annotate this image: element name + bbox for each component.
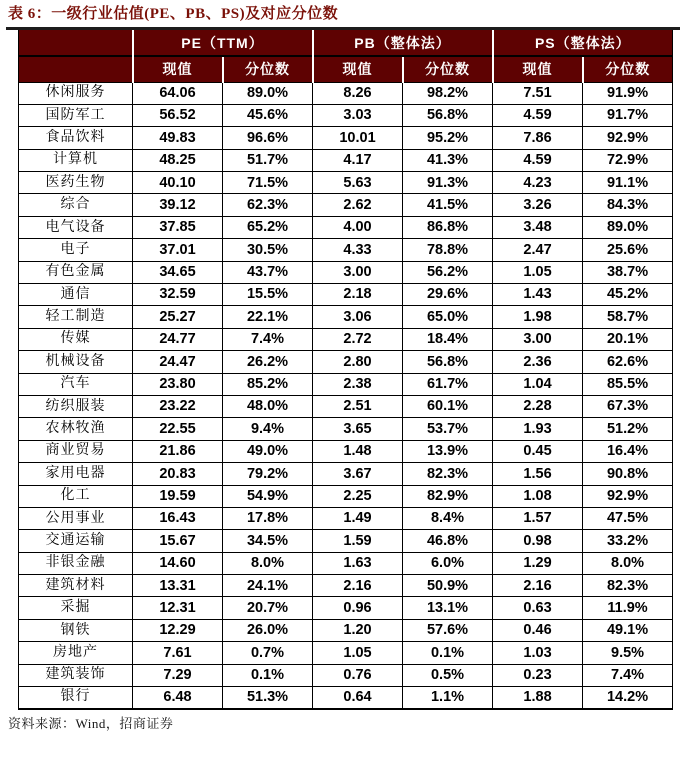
value-cell: 56.8% [403, 351, 493, 373]
value-cell: 19.59 [133, 485, 223, 507]
value-cell: 65.2% [223, 216, 313, 238]
value-cell: 85.5% [583, 373, 673, 395]
industry-cell: 轻工制造 [19, 306, 133, 328]
value-cell: 58.7% [583, 306, 673, 328]
value-cell: 65.0% [403, 306, 493, 328]
table-row [19, 642, 673, 664]
industry-cell: 纺织服装 [19, 395, 133, 417]
value-cell: 14.2% [583, 687, 673, 709]
industry-cell: 通信 [19, 284, 133, 306]
value-cell: 8.4% [403, 507, 493, 529]
value-cell: 96.6% [223, 127, 313, 149]
value-cell: 16.4% [583, 440, 673, 462]
value-cell: 51.2% [583, 418, 673, 440]
value-cell: 49.1% [583, 619, 673, 641]
value-cell: 2.47 [493, 239, 583, 261]
value-cell: 5.63 [313, 172, 403, 194]
value-cell: 61.7% [403, 373, 493, 395]
industry-cell: 食品饮料 [19, 127, 133, 149]
value-cell: 91.9% [583, 82, 673, 104]
subheader-pe-percentile: 分位数 [223, 56, 313, 82]
value-cell: 24.1% [223, 575, 313, 597]
value-cell: 6.0% [403, 552, 493, 574]
value-cell: 20.7% [223, 597, 313, 619]
value-cell: 0.7% [223, 642, 313, 664]
value-cell: 2.18 [313, 284, 403, 306]
value-cell: 3.65 [313, 418, 403, 440]
value-cell: 1.98 [493, 306, 583, 328]
value-cell: 9.5% [583, 642, 673, 664]
value-cell: 45.6% [223, 104, 313, 126]
value-cell: 3.06 [313, 306, 403, 328]
value-cell: 24.77 [133, 328, 223, 350]
table-row [19, 284, 673, 306]
industry-cell: 交通运输 [19, 530, 133, 552]
value-cell: 1.05 [313, 642, 403, 664]
value-cell: 30.5% [223, 239, 313, 261]
table-row [19, 373, 673, 395]
value-cell: 41.5% [403, 194, 493, 216]
industry-cell: 电子 [19, 239, 133, 261]
value-cell: 92.9% [583, 485, 673, 507]
value-cell: 34.65 [133, 261, 223, 283]
industry-cell: 传媒 [19, 328, 133, 350]
industry-cell: 国防军工 [19, 104, 133, 126]
value-cell: 49.83 [133, 127, 223, 149]
value-cell: 22.1% [223, 306, 313, 328]
table-row [19, 351, 673, 373]
value-cell: 12.31 [133, 597, 223, 619]
subheader-pb-percentile: 分位数 [403, 56, 493, 82]
value-cell: 1.63 [313, 552, 403, 574]
industry-cell: 钢铁 [19, 619, 133, 641]
value-cell: 2.51 [313, 395, 403, 417]
value-cell: 4.59 [493, 149, 583, 171]
subheader-pe-current: 现值 [133, 56, 223, 82]
value-cell: 3.00 [313, 261, 403, 283]
value-cell: 3.03 [313, 104, 403, 126]
value-cell: 15.5% [223, 284, 313, 306]
industry-cell: 家用电器 [19, 463, 133, 485]
value-cell: 0.5% [403, 664, 493, 686]
table-row [19, 82, 673, 104]
value-cell: 1.48 [313, 440, 403, 462]
value-cell: 12.29 [133, 619, 223, 641]
value-cell: 72.9% [583, 149, 673, 171]
value-cell: 79.2% [223, 463, 313, 485]
value-cell: 1.57 [493, 507, 583, 529]
value-cell: 43.7% [223, 261, 313, 283]
value-cell: 37.85 [133, 216, 223, 238]
value-cell: 4.17 [313, 149, 403, 171]
value-cell: 82.3% [403, 463, 493, 485]
value-cell: 1.1% [403, 687, 493, 709]
value-cell: 34.5% [223, 530, 313, 552]
value-cell: 60.1% [403, 395, 493, 417]
value-cell: 8.26 [313, 82, 403, 104]
table-title: 表 6：一级行业估值(PE、PB、PS)及对应分位数 [8, 6, 339, 22]
table-row [19, 104, 673, 126]
industry-cell: 汽车 [19, 373, 133, 395]
value-cell: 45.2% [583, 284, 673, 306]
value-cell: 98.2% [403, 82, 493, 104]
value-cell: 1.56 [493, 463, 583, 485]
value-cell: 82.3% [583, 575, 673, 597]
value-cell: 21.86 [133, 440, 223, 462]
value-cell: 2.28 [493, 395, 583, 417]
value-cell: 91.1% [583, 172, 673, 194]
value-cell: 14.60 [133, 552, 223, 574]
table-body [19, 82, 673, 709]
value-cell: 1.88 [493, 687, 583, 709]
value-cell: 51.7% [223, 149, 313, 171]
value-cell: 47.5% [583, 507, 673, 529]
table-row [19, 552, 673, 574]
value-cell: 32.59 [133, 284, 223, 306]
value-cell: 2.16 [493, 575, 583, 597]
value-cell: 8.0% [223, 552, 313, 574]
value-cell: 1.08 [493, 485, 583, 507]
value-cell: 38.7% [583, 261, 673, 283]
industry-cell: 公用事业 [19, 507, 133, 529]
value-cell: 0.64 [313, 687, 403, 709]
industry-cell: 农林牧渔 [19, 418, 133, 440]
value-cell: 0.1% [403, 642, 493, 664]
value-cell: 10.01 [313, 127, 403, 149]
value-cell: 40.10 [133, 172, 223, 194]
value-cell: 48.25 [133, 149, 223, 171]
value-cell: 1.59 [313, 530, 403, 552]
table-row [19, 530, 673, 552]
industry-cell: 机械设备 [19, 351, 133, 373]
source-note: 资料来源：Wind，招商证券 [8, 715, 174, 731]
value-cell: 26.2% [223, 351, 313, 373]
value-cell: 91.7% [583, 104, 673, 126]
header-group-row [19, 30, 673, 56]
value-cell: 56.52 [133, 104, 223, 126]
table-header [19, 30, 673, 82]
value-cell: 85.2% [223, 373, 313, 395]
column-group-ps: PS（整体法） [493, 30, 673, 56]
industry-cell: 化工 [19, 485, 133, 507]
value-cell: 17.8% [223, 507, 313, 529]
header-sub-row [19, 56, 673, 82]
value-cell: 89.0% [223, 82, 313, 104]
value-cell: 51.3% [223, 687, 313, 709]
value-cell: 1.49 [313, 507, 403, 529]
value-cell: 25.27 [133, 306, 223, 328]
value-cell: 91.3% [403, 172, 493, 194]
industry-cell: 综合 [19, 194, 133, 216]
table-row [19, 485, 673, 507]
value-cell: 13.31 [133, 575, 223, 597]
corner-cell [19, 56, 133, 82]
value-cell: 11.9% [583, 597, 673, 619]
value-cell: 1.43 [493, 284, 583, 306]
industry-cell: 非银金融 [19, 552, 133, 574]
industry-cell: 建筑材料 [19, 575, 133, 597]
column-group-pe: PE（TTM） [133, 30, 313, 56]
value-cell: 46.8% [403, 530, 493, 552]
value-cell: 2.62 [313, 194, 403, 216]
column-group-pb: PB（整体法） [313, 30, 493, 56]
value-cell: 53.7% [403, 418, 493, 440]
industry-cell: 银行 [19, 687, 133, 709]
value-cell: 2.72 [313, 328, 403, 350]
value-cell: 39.12 [133, 194, 223, 216]
value-cell: 0.23 [493, 664, 583, 686]
value-cell: 0.46 [493, 619, 583, 641]
table-row [19, 507, 673, 529]
value-cell: 1.04 [493, 373, 583, 395]
value-cell: 4.33 [313, 239, 403, 261]
valuation-table [18, 30, 673, 710]
value-cell: 4.59 [493, 104, 583, 126]
value-cell: 1.05 [493, 261, 583, 283]
value-cell: 2.80 [313, 351, 403, 373]
table-row [19, 664, 673, 686]
value-cell: 64.06 [133, 82, 223, 104]
value-cell: 29.6% [403, 284, 493, 306]
value-cell: 3.48 [493, 216, 583, 238]
value-cell: 7.4% [583, 664, 673, 686]
table-row [19, 194, 673, 216]
table-row [19, 575, 673, 597]
industry-cell: 采掘 [19, 597, 133, 619]
value-cell: 24.47 [133, 351, 223, 373]
value-cell: 26.0% [223, 619, 313, 641]
value-cell: 33.2% [583, 530, 673, 552]
value-cell: 9.4% [223, 418, 313, 440]
value-cell: 20.1% [583, 328, 673, 350]
value-cell: 7.4% [223, 328, 313, 350]
table-row [19, 619, 673, 641]
value-cell: 90.8% [583, 463, 673, 485]
value-cell: 4.00 [313, 216, 403, 238]
corner-cell [19, 30, 133, 56]
value-cell: 54.9% [223, 485, 313, 507]
value-cell: 89.0% [583, 216, 673, 238]
value-cell: 0.98 [493, 530, 583, 552]
industry-cell: 医药生物 [19, 172, 133, 194]
value-cell: 3.26 [493, 194, 583, 216]
table-row [19, 597, 673, 619]
value-cell: 57.6% [403, 619, 493, 641]
industry-cell: 有色金属 [19, 261, 133, 283]
value-cell: 4.23 [493, 172, 583, 194]
value-cell: 37.01 [133, 239, 223, 261]
table-row [19, 239, 673, 261]
value-cell: 95.2% [403, 127, 493, 149]
value-cell: 8.0% [583, 552, 673, 574]
value-cell: 62.6% [583, 351, 673, 373]
industry-cell: 房地产 [19, 642, 133, 664]
value-cell: 7.51 [493, 82, 583, 104]
value-cell: 78.8% [403, 239, 493, 261]
value-cell: 2.38 [313, 373, 403, 395]
value-cell: 48.0% [223, 395, 313, 417]
value-cell: 20.83 [133, 463, 223, 485]
table-row [19, 216, 673, 238]
value-cell: 2.25 [313, 485, 403, 507]
industry-cell: 电气设备 [19, 216, 133, 238]
table-row [19, 172, 673, 194]
value-cell: 41.3% [403, 149, 493, 171]
table-row [19, 328, 673, 350]
value-cell: 1.93 [493, 418, 583, 440]
value-cell: 0.96 [313, 597, 403, 619]
value-cell: 7.61 [133, 642, 223, 664]
value-cell: 3.00 [493, 328, 583, 350]
value-cell: 3.67 [313, 463, 403, 485]
value-cell: 50.9% [403, 575, 493, 597]
value-cell: 62.3% [223, 194, 313, 216]
value-cell: 0.1% [223, 664, 313, 686]
industry-cell: 计算机 [19, 149, 133, 171]
table-row [19, 395, 673, 417]
value-cell: 1.29 [493, 552, 583, 574]
value-cell: 6.48 [133, 687, 223, 709]
industry-cell: 休闲服务 [19, 82, 133, 104]
value-cell: 1.20 [313, 619, 403, 641]
table-row [19, 440, 673, 462]
subheader-ps-current: 现值 [493, 56, 583, 82]
value-cell: 25.6% [583, 239, 673, 261]
value-cell: 13.1% [403, 597, 493, 619]
table-row [19, 418, 673, 440]
table-row [19, 306, 673, 328]
value-cell: 7.29 [133, 664, 223, 686]
value-cell: 1.03 [493, 642, 583, 664]
value-cell: 16.43 [133, 507, 223, 529]
subheader-ps-percentile: 分位数 [583, 56, 673, 82]
subheader-pb-current: 现值 [313, 56, 403, 82]
table-row [19, 127, 673, 149]
value-cell: 22.55 [133, 418, 223, 440]
table-row [19, 261, 673, 283]
value-cell: 23.22 [133, 395, 223, 417]
value-cell: 84.3% [583, 194, 673, 216]
value-cell: 0.76 [313, 664, 403, 686]
value-cell: 23.80 [133, 373, 223, 395]
value-cell: 49.0% [223, 440, 313, 462]
table-row [19, 687, 673, 709]
value-cell: 2.16 [313, 575, 403, 597]
value-cell: 15.67 [133, 530, 223, 552]
value-cell: 13.9% [403, 440, 493, 462]
value-cell: 86.8% [403, 216, 493, 238]
industry-cell: 商业贸易 [19, 440, 133, 462]
value-cell: 7.86 [493, 127, 583, 149]
value-cell: 0.45 [493, 440, 583, 462]
value-cell: 56.8% [403, 104, 493, 126]
table-row [19, 463, 673, 485]
value-cell: 71.5% [223, 172, 313, 194]
value-cell: 0.63 [493, 597, 583, 619]
value-cell: 56.2% [403, 261, 493, 283]
industry-cell: 建筑装饰 [19, 664, 133, 686]
value-cell: 2.36 [493, 351, 583, 373]
value-cell: 82.9% [403, 485, 493, 507]
value-cell: 18.4% [403, 328, 493, 350]
value-cell: 67.3% [583, 395, 673, 417]
value-cell: 92.9% [583, 127, 673, 149]
table-row [19, 149, 673, 171]
